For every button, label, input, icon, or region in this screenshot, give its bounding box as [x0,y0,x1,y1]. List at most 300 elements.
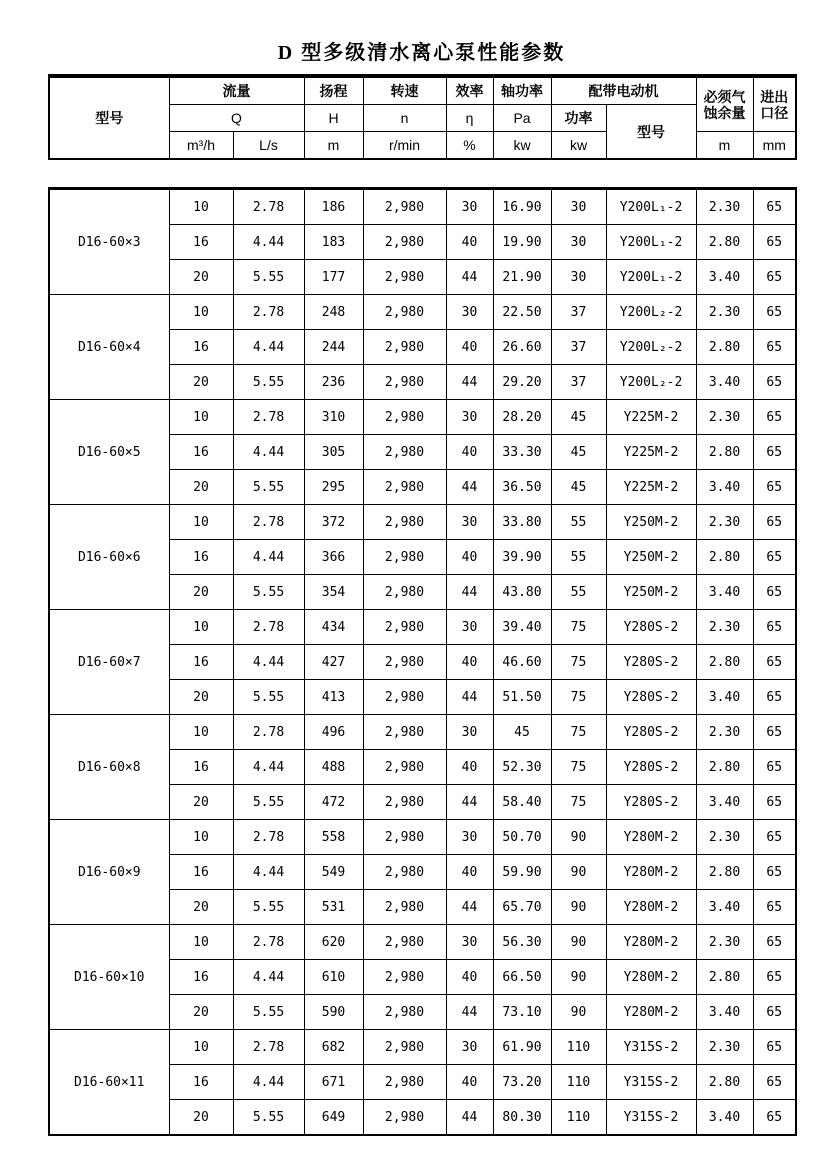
flow-ls-cell: 5.55 [233,260,304,295]
motor-power-cell: 55 [551,540,606,575]
motor-model-cell: Y200L₂-2 [606,295,696,330]
efficiency-cell: 44 [446,575,493,610]
motor-power-cell: 75 [551,750,606,785]
efficiency-cell: 44 [446,470,493,505]
head-m-cell: 472 [304,785,363,820]
header-model: 型号 [49,76,169,159]
document-page [48,0,795,1136]
speed-cell: 2,980 [363,400,446,435]
header-shaft-power: 轴功率 [493,76,551,105]
head-m-cell: 354 [304,575,363,610]
shaft-power-cell: 26.60 [493,330,551,365]
efficiency-cell: 40 [446,540,493,575]
head-m-cell: 496 [304,715,363,750]
motor-power-cell: 75 [551,680,606,715]
port-cell: 65 [753,995,796,1030]
npsh-cell: 2.30 [696,610,753,645]
header-unit-npsh-m: m [696,132,753,160]
flow-ls-cell: 4.44 [233,435,304,470]
pump-model-cell: D16-60×6 [49,505,169,610]
port-cell: 65 [753,189,796,225]
npsh-cell: 2.30 [696,925,753,960]
flow-ls-cell: 2.78 [233,295,304,330]
port-cell: 65 [753,820,796,855]
efficiency-cell: 30 [446,295,493,330]
port-cell: 65 [753,400,796,435]
flow-m3h-cell: 10 [169,925,233,960]
head-m-cell: 186 [304,189,363,225]
header-unit-pct: % [446,132,493,160]
header-npsh-line2: 蚀余量 [703,104,746,121]
head-m-cell: 413 [304,680,363,715]
npsh-cell: 2.80 [696,540,753,575]
head-m-cell: 305 [304,435,363,470]
pump-model-cell: D16-60×7 [49,610,169,715]
motor-model-cell: Y225M-2 [606,400,696,435]
motor-model-cell: Y280M-2 [606,960,696,995]
head-m-cell: 434 [304,610,363,645]
pump-model-cell: D16-60×5 [49,400,169,505]
header-unit-ls: L/s [233,132,304,160]
port-cell: 65 [753,645,796,680]
head-m-cell: 590 [304,995,363,1030]
port-cell: 65 [753,260,796,295]
port-cell: 65 [753,295,796,330]
motor-model-cell: Y280S-2 [606,715,696,750]
flow-m3h-cell: 16 [169,435,233,470]
pump-model-cell: D16-60×9 [49,820,169,925]
npsh-cell: 2.80 [696,645,753,680]
speed-cell: 2,980 [363,925,446,960]
flow-m3h-cell: 16 [169,540,233,575]
shaft-power-cell: 50.70 [493,820,551,855]
efficiency-cell: 40 [446,960,493,995]
head-m-cell: 531 [304,890,363,925]
npsh-cell: 2.30 [696,820,753,855]
head-m-cell: 620 [304,925,363,960]
speed-cell: 2,980 [363,995,446,1030]
motor-power-cell: 45 [551,435,606,470]
shaft-power-cell: 65.70 [493,890,551,925]
header-flow: 流量 [169,76,304,105]
header-motor-model: 型号 [606,105,696,160]
flow-m3h-cell: 10 [169,820,233,855]
efficiency-cell: 44 [446,365,493,400]
port-cell: 65 [753,785,796,820]
flow-m3h-cell: 10 [169,189,233,225]
motor-model-cell: Y315S-2 [606,1100,696,1136]
speed-cell: 2,980 [363,855,446,890]
flow-ls-cell: 5.55 [233,365,304,400]
npsh-cell: 3.40 [696,785,753,820]
head-m-cell: 488 [304,750,363,785]
port-cell: 65 [753,610,796,645]
flow-m3h-cell: 20 [169,470,233,505]
table-row [49,295,796,330]
header-efficiency: 效率 [446,76,493,105]
shaft-power-cell: 56.30 [493,925,551,960]
port-cell: 65 [753,715,796,750]
header-unit-rmin: r/min [363,132,446,160]
shaft-power-cell: 46.60 [493,645,551,680]
motor-power-cell: 90 [551,890,606,925]
efficiency-cell: 40 [446,225,493,260]
flow-m3h-cell: 16 [169,645,233,680]
head-m-cell: 295 [304,470,363,505]
port-cell: 65 [753,505,796,540]
speed-cell: 2,980 [363,785,446,820]
shaft-power-cell: 19.90 [493,225,551,260]
speed-cell: 2,980 [363,645,446,680]
motor-model-cell: Y250M-2 [606,540,696,575]
motor-power-cell: 75 [551,785,606,820]
header-npsh [696,76,753,132]
flow-ls-cell: 5.55 [233,785,304,820]
motor-model-cell: Y225M-2 [606,435,696,470]
head-m-cell: 372 [304,505,363,540]
flow-ls-cell: 4.44 [233,645,304,680]
head-m-cell: 427 [304,645,363,680]
shaft-power-cell: 39.40 [493,610,551,645]
motor-model-cell: Y200L₂-2 [606,365,696,400]
motor-model-cell: Y280S-2 [606,750,696,785]
npsh-cell: 2.80 [696,1065,753,1100]
header-speed: 转速 [363,76,446,105]
motor-power-cell: 45 [551,400,606,435]
npsh-cell: 3.40 [696,995,753,1030]
motor-model-cell: Y280M-2 [606,890,696,925]
port-cell: 65 [753,540,796,575]
shaft-power-cell: 43.80 [493,575,551,610]
efficiency-cell: 30 [446,189,493,225]
shaft-power-cell: 51.50 [493,680,551,715]
efficiency-cell: 44 [446,890,493,925]
shaft-power-cell: 73.10 [493,995,551,1030]
port-cell: 65 [753,470,796,505]
motor-model-cell: Y250M-2 [606,575,696,610]
flow-m3h-cell: 10 [169,400,233,435]
header-unit-port-mm: mm [753,132,796,160]
speed-cell: 2,980 [363,890,446,925]
flow-m3h-cell: 16 [169,960,233,995]
flow-ls-cell: 5.55 [233,995,304,1030]
motor-power-cell: 75 [551,610,606,645]
speed-cell: 2,980 [363,260,446,295]
table-row [49,1030,796,1065]
motor-model-cell: Y315S-2 [606,1030,696,1065]
npsh-cell: 3.40 [696,470,753,505]
motor-power-cell: 110 [551,1100,606,1136]
motor-model-cell: Y200L₁-2 [606,189,696,225]
port-cell: 65 [753,855,796,890]
speed-cell: 2,980 [363,1065,446,1100]
motor-power-cell: 37 [551,295,606,330]
head-m-cell: 366 [304,540,363,575]
port-cell: 65 [753,750,796,785]
npsh-cell: 2.80 [696,435,753,470]
efficiency-cell: 44 [446,995,493,1030]
header-port-line2: 口径 [760,104,789,121]
motor-model-cell: Y280M-2 [606,855,696,890]
motor-power-cell: 110 [551,1065,606,1100]
motor-model-cell: Y280M-2 [606,995,696,1030]
speed-cell: 2,980 [363,960,446,995]
header-table [48,74,797,160]
efficiency-cell: 30 [446,400,493,435]
npsh-cell: 3.40 [696,680,753,715]
flow-ls-cell: 4.44 [233,960,304,995]
head-m-cell: 310 [304,400,363,435]
flow-m3h-cell: 16 [169,750,233,785]
speed-cell: 2,980 [363,715,446,750]
flow-ls-cell: 2.78 [233,820,304,855]
flow-m3h-cell: 16 [169,1065,233,1100]
flow-m3h-cell: 20 [169,260,233,295]
head-m-cell: 682 [304,1030,363,1065]
flow-ls-cell: 5.55 [233,680,304,715]
flow-ls-cell: 2.78 [233,400,304,435]
npsh-cell: 3.40 [696,890,753,925]
table-row [49,820,796,855]
head-m-cell: 248 [304,295,363,330]
speed-cell: 2,980 [363,575,446,610]
header-port [753,76,796,132]
header-port-line1: 进出 [760,88,789,105]
efficiency-cell: 30 [446,715,493,750]
motor-model-cell: Y280M-2 [606,820,696,855]
port-cell: 65 [753,365,796,400]
motor-power-cell: 90 [551,820,606,855]
shaft-power-cell: 52.30 [493,750,551,785]
header-unit-m: m [304,132,363,160]
header-head: 扬程 [304,76,363,105]
npsh-cell: 2.80 [696,330,753,365]
shaft-power-cell: 58.40 [493,785,551,820]
header-motor: 配带电动机 [551,76,696,105]
npsh-cell: 3.40 [696,365,753,400]
flow-m3h-cell: 20 [169,680,233,715]
efficiency-cell: 40 [446,855,493,890]
port-cell: 65 [753,925,796,960]
flow-m3h-cell: 20 [169,890,233,925]
head-m-cell: 244 [304,330,363,365]
npsh-cell: 2.80 [696,960,753,995]
flow-ls-cell: 4.44 [233,540,304,575]
table-row [49,505,796,540]
port-cell: 65 [753,680,796,715]
efficiency-cell: 44 [446,1100,493,1136]
motor-power-cell: 75 [551,715,606,750]
flow-m3h-cell: 10 [169,505,233,540]
flow-ls-cell: 4.44 [233,750,304,785]
efficiency-cell: 40 [446,435,493,470]
motor-model-cell: Y280S-2 [606,785,696,820]
motor-model-cell: Y250M-2 [606,505,696,540]
flow-ls-cell: 2.78 [233,610,304,645]
header-flow-symbol: Q [169,105,304,132]
table-row [49,610,796,645]
head-m-cell: 236 [304,365,363,400]
header-unit-motor-kw: kw [551,132,606,160]
motor-model-cell: Y315S-2 [606,1065,696,1100]
port-cell: 65 [753,330,796,365]
pump-model-cell: D16-60×8 [49,715,169,820]
npsh-cell: 2.30 [696,1030,753,1065]
speed-cell: 2,980 [363,505,446,540]
head-m-cell: 183 [304,225,363,260]
speed-cell: 2,980 [363,1100,446,1136]
motor-power-cell: 30 [551,225,606,260]
head-m-cell: 177 [304,260,363,295]
speed-cell: 2,980 [363,820,446,855]
npsh-cell: 2.80 [696,225,753,260]
npsh-cell: 2.30 [696,400,753,435]
motor-power-cell: 90 [551,995,606,1030]
motor-model-cell: Y280S-2 [606,680,696,715]
head-m-cell: 549 [304,855,363,890]
motor-power-cell: 75 [551,645,606,680]
flow-m3h-cell: 20 [169,785,233,820]
efficiency-cell: 30 [446,820,493,855]
motor-power-cell: 90 [551,855,606,890]
speed-cell: 2,980 [363,295,446,330]
motor-power-cell: 45 [551,470,606,505]
shaft-power-cell: 29.20 [493,365,551,400]
pump-model-cell: D16-60×11 [49,1030,169,1136]
table-row [49,715,796,750]
flow-m3h-cell: 16 [169,855,233,890]
motor-power-cell: 55 [551,505,606,540]
port-cell: 65 [753,225,796,260]
flow-ls-cell: 4.44 [233,1065,304,1100]
flow-ls-cell: 2.78 [233,189,304,225]
shaft-power-cell: 21.90 [493,260,551,295]
motor-power-cell: 37 [551,330,606,365]
efficiency-cell: 30 [446,1030,493,1065]
efficiency-cell: 44 [446,680,493,715]
header-speed-symbol: n [363,105,446,132]
motor-power-cell: 37 [551,365,606,400]
header-shaft-symbol: Pa [493,105,551,132]
shaft-power-cell: 73.20 [493,1065,551,1100]
efficiency-cell: 40 [446,330,493,365]
shaft-power-cell: 22.50 [493,295,551,330]
efficiency-cell: 44 [446,260,493,295]
flow-ls-cell: 4.44 [233,330,304,365]
motor-model-cell: Y280S-2 [606,610,696,645]
head-m-cell: 649 [304,1100,363,1136]
flow-m3h-cell: 16 [169,330,233,365]
table-row [49,925,796,960]
npsh-cell: 2.30 [696,715,753,750]
shaft-power-cell: 45 [493,715,551,750]
speed-cell: 2,980 [363,225,446,260]
motor-model-cell: Y225M-2 [606,470,696,505]
shaft-power-cell: 36.50 [493,470,551,505]
motor-model-cell: Y280M-2 [606,925,696,960]
shaft-power-cell: 33.80 [493,505,551,540]
speed-cell: 2,980 [363,435,446,470]
flow-ls-cell: 5.55 [233,1100,304,1136]
speed-cell: 2,980 [363,750,446,785]
motor-power-cell: 30 [551,189,606,225]
efficiency-cell: 30 [446,925,493,960]
efficiency-cell: 40 [446,750,493,785]
efficiency-cell: 40 [446,645,493,680]
shaft-power-cell: 59.90 [493,855,551,890]
npsh-cell: 3.40 [696,1100,753,1136]
header-head-symbol: H [304,105,363,132]
pump-model-cell: D16-60×4 [49,295,169,400]
head-m-cell: 610 [304,960,363,995]
flow-ls-cell: 2.78 [233,715,304,750]
shaft-power-cell: 80.30 [493,1100,551,1136]
motor-model-cell: Y280S-2 [606,645,696,680]
port-cell: 65 [753,1100,796,1136]
npsh-cell: 2.80 [696,855,753,890]
shaft-power-cell: 33.30 [493,435,551,470]
flow-ls-cell: 5.55 [233,470,304,505]
flow-m3h-cell: 20 [169,995,233,1030]
shaft-power-cell: 39.90 [493,540,551,575]
npsh-cell: 3.40 [696,260,753,295]
table-row [49,189,796,225]
flow-m3h-cell: 10 [169,715,233,750]
motor-model-cell: Y200L₁-2 [606,260,696,295]
head-m-cell: 558 [304,820,363,855]
speed-cell: 2,980 [363,680,446,715]
npsh-cell: 2.30 [696,189,753,225]
port-cell: 65 [753,890,796,925]
motor-model-cell: Y200L₂-2 [606,330,696,365]
shaft-power-cell: 61.90 [493,1030,551,1065]
motor-power-cell: 90 [551,925,606,960]
header-efficiency-symbol: η [446,105,493,132]
port-cell: 65 [753,960,796,995]
npsh-cell: 2.80 [696,750,753,785]
speed-cell: 2,980 [363,540,446,575]
efficiency-cell: 44 [446,785,493,820]
table-row [49,400,796,435]
shaft-power-cell: 28.20 [493,400,551,435]
flow-m3h-cell: 20 [169,575,233,610]
flow-m3h-cell: 20 [169,1100,233,1136]
flow-ls-cell: 4.44 [233,225,304,260]
flow-ls-cell: 2.78 [233,1030,304,1065]
port-cell: 65 [753,1065,796,1100]
speed-cell: 2,980 [363,470,446,505]
flow-m3h-cell: 10 [169,610,233,645]
port-cell: 65 [753,435,796,470]
motor-power-cell: 55 [551,575,606,610]
flow-ls-cell: 5.55 [233,890,304,925]
motor-power-cell: 30 [551,260,606,295]
head-m-cell: 671 [304,1065,363,1100]
speed-cell: 2,980 [363,1030,446,1065]
npsh-cell: 2.30 [696,505,753,540]
data-table [48,187,797,1136]
shaft-power-cell: 16.90 [493,189,551,225]
speed-cell: 2,980 [363,330,446,365]
header-unit-m3h: m³/h [169,132,233,160]
flow-m3h-cell: 10 [169,1030,233,1065]
header-unit-shaft-kw: kw [493,132,551,160]
flow-ls-cell: 2.78 [233,925,304,960]
flow-ls-cell: 4.44 [233,855,304,890]
port-cell: 65 [753,1030,796,1065]
header-row-1 [49,76,796,105]
header-motor-power: 功率 [551,105,606,132]
